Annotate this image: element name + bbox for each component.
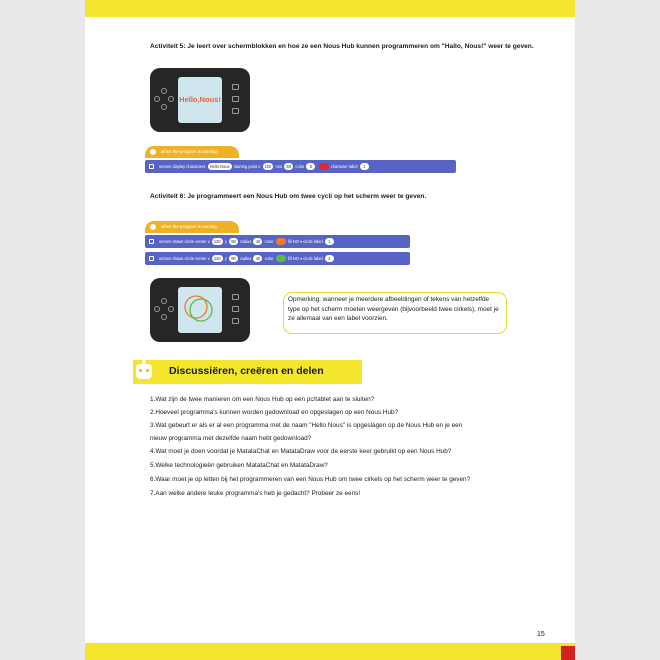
nous-hub-device-1 xyxy=(150,68,250,132)
start-icon xyxy=(150,224,156,230)
circle-label-value: 2 xyxy=(325,255,334,262)
screen-icon xyxy=(149,239,154,244)
block-text: color xyxy=(264,256,274,261)
radius-value: 40 xyxy=(253,238,262,245)
dpad-left-icon xyxy=(154,96,160,102)
dpad-down-icon xyxy=(161,104,167,110)
block-text: screen draws circle center x xyxy=(159,239,210,244)
block-text: radius xyxy=(240,256,252,261)
robot-icon xyxy=(136,364,152,379)
color-swatch xyxy=(319,163,329,170)
fill-dropdown: NO ▾ xyxy=(292,239,303,244)
shape-button-icon xyxy=(232,294,239,300)
label-value: 1 xyxy=(360,163,369,170)
activity5-heading: Activiteit 5: Je leert over schermblokken en hoe ze een Nous Hub kunnen programmeren om "Hallo, Nous!" weer te geven. xyxy=(150,43,534,50)
when-program-running-hat-block xyxy=(145,221,239,233)
color-swatch xyxy=(276,238,286,245)
block-text: circle label xyxy=(303,239,323,244)
screen-icon xyxy=(149,256,154,261)
color-index-value: 6 xyxy=(306,163,315,170)
red-corner-mark xyxy=(561,646,575,660)
device-screen xyxy=(178,77,222,123)
section-title: Discussiëren, creëren en delen xyxy=(169,365,324,377)
dpad-right-icon xyxy=(168,306,174,312)
bottom-color-band xyxy=(85,643,575,660)
question-item: 4.Wat moet je doen voordat je MatataChat en MatataDraw voor de eerste keer gebruikt op een Nous Hub? xyxy=(150,448,452,455)
two-circles-drawing xyxy=(178,287,222,333)
block-text: y xyxy=(224,239,227,244)
block-text: screen draws circle center x xyxy=(159,256,210,261)
start-icon xyxy=(150,149,156,155)
screen-icon xyxy=(149,164,154,169)
top-color-band xyxy=(85,0,575,17)
section-banner xyxy=(133,360,362,384)
color-swatch xyxy=(276,255,286,262)
block-text: fill xyxy=(287,256,292,261)
block-text: color xyxy=(264,239,274,244)
dpad-up-icon xyxy=(161,298,167,304)
draw-circle-block-2 xyxy=(145,252,410,265)
x-value: 100 xyxy=(264,164,272,170)
draw-circle-block-1 xyxy=(145,235,410,248)
dpad-down-icon xyxy=(161,314,167,320)
question-item: 7.Aan welke andere leuke programma's heb je gedacht? Probeer ze eens! xyxy=(150,490,361,497)
block-text: y xyxy=(224,256,227,261)
question-item: 6.Waar moet je op letten bij het programmeren van een Nous Hub om twee cirkels op het scherm weer te geven? xyxy=(150,476,471,483)
circle-label-value: 1 xyxy=(325,238,334,245)
nous-hub-device-2 xyxy=(150,278,250,342)
block-text: screen display characters xyxy=(159,164,206,169)
block-text: color xyxy=(295,164,305,169)
hat-label: when the program is running xyxy=(161,149,217,154)
center-x-value: 120 xyxy=(213,239,221,245)
block-text: fill xyxy=(287,239,292,244)
dpad-left-icon xyxy=(154,306,160,312)
question-item: nieuw programma met dezelfde naam hebt gedownload? xyxy=(150,435,312,442)
when-program-running-hat-block xyxy=(145,146,239,158)
block-text: character label xyxy=(330,164,358,169)
shape-button-icon xyxy=(232,96,239,102)
screen-display-characters-block xyxy=(145,160,456,173)
center-x-value: 120 xyxy=(213,256,221,262)
dpad-right-icon xyxy=(168,96,174,102)
dpad-up-icon xyxy=(161,88,167,94)
block-text: starting point x xyxy=(233,164,261,169)
document-page xyxy=(85,0,575,660)
radius-value: 40 xyxy=(253,255,262,262)
device-screen xyxy=(178,287,222,333)
center-y-value: 90 xyxy=(229,238,238,245)
row-value: 50 xyxy=(284,163,293,170)
question-item: 1.Wat zijn de twee manieren om een Nous Hub op een pc/tablet aan te sluiten? xyxy=(150,396,375,403)
fill-dropdown: NO ▾ xyxy=(292,256,303,261)
page-number: 15 xyxy=(537,631,545,638)
block-text: radius xyxy=(240,239,252,244)
activity6-heading: Activiteit 6: Je programmeert een Nous Hub om twee cycli op het scherm weer te geven. xyxy=(150,193,427,200)
text-value: Hello,Nous xyxy=(209,164,230,170)
question-item: 3.Wat gebeurt er als er al een programma met de naam "Hello Nous" is opgeslagen op de Nous Hub en je een xyxy=(150,422,463,429)
block-text: circle label xyxy=(303,256,323,261)
hat-label: when the program is running xyxy=(161,224,217,229)
note-box: Opmerking: wanneer je meerdere afbeeldingen of tekens van hetzelfde type op het scherm moeten weergeven (bijvoorbeeld twee cirkels), moet je ze allemaal van een label voorzien. xyxy=(283,292,507,334)
block-text: row xyxy=(275,164,283,169)
shape-button-icon xyxy=(232,318,239,324)
question-item: 5.Welke technologieën gebruiken MatataChat en MatataDraw? xyxy=(150,462,328,469)
center-y-value: 90 xyxy=(229,255,238,262)
shape-button-icon xyxy=(232,84,239,90)
screen-text: Hello,Nous! xyxy=(179,95,221,104)
shape-button-icon xyxy=(232,108,239,114)
question-item: 2.Hoeveel programma's kunnen worden gedownload en opgeslagen op een Nous Hub? xyxy=(150,409,399,416)
shape-button-icon xyxy=(232,306,239,312)
